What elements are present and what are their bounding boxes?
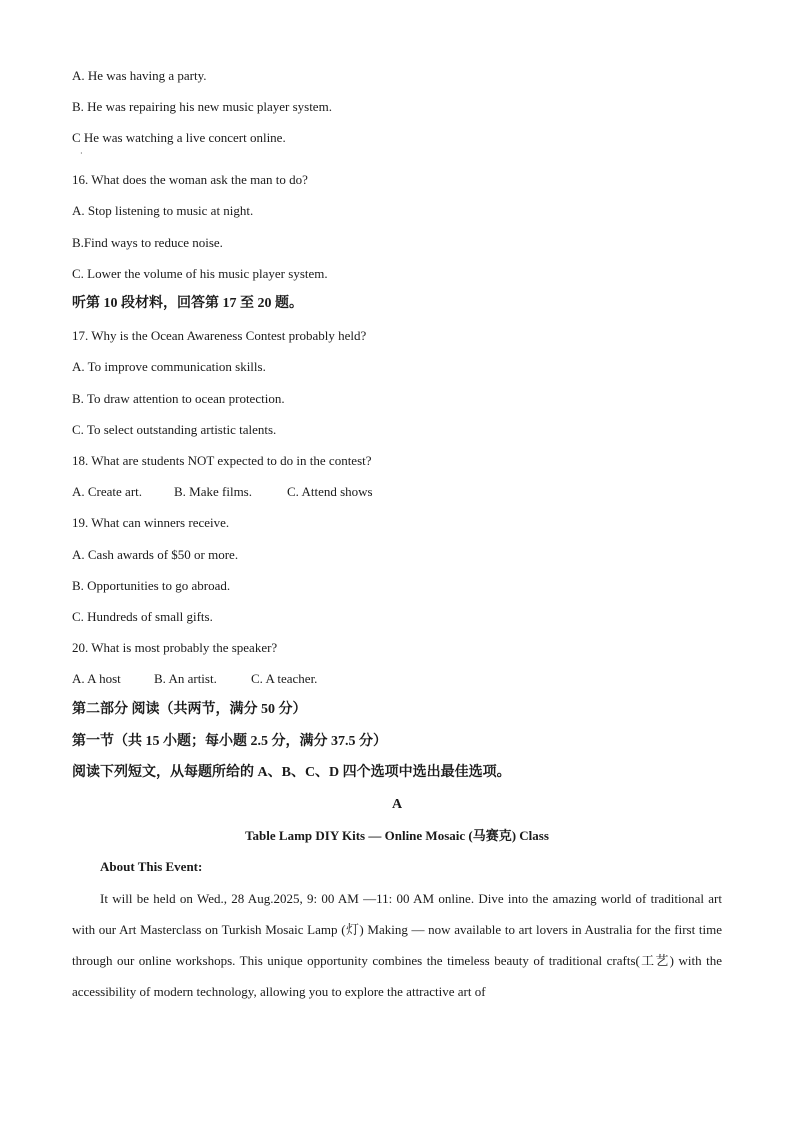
q18-option-b: B. Make films.	[174, 484, 252, 499]
q18-question: 18. What are students NOT expected to do in the contest?	[72, 453, 372, 468]
q17-question: 17. Why is the Ocean Awareness Contest probably held?	[72, 328, 367, 343]
passage-paragraph: It will be held on Wed., 28 Aug.2025, 9: 00 AM —11: 00 AM online. Dive into the amazing world of traditional art with our Art Masterclass on Turkish Mosaic Lamp (灯) Making — now available to art lovers in Australia for the first time through our online workshops. This unique opportunity combines the timeless beauty of traditional crafts(工艺) with the accessibility of modern technology, allowing you to explore the attractive art of	[72, 891, 722, 999]
q15-option-b: B. He was repairing his new music player system.	[72, 99, 332, 114]
q16-question: 16. What does the woman ask the man to do?	[72, 172, 308, 187]
q16-option-c: C. Lower the volume of his music player system.	[72, 266, 328, 281]
passage-letter: A	[391, 797, 403, 812]
q17-option-c: C. To select outstanding artistic talents.	[72, 422, 277, 437]
q19-option-a: A. Cash awards of $50 or more.	[72, 547, 239, 562]
q16-option-b: B.Find ways to reduce noise.	[72, 235, 223, 250]
stray-dot: ·	[80, 149, 83, 158]
q15-option-c: C He was watching a live concert online.	[72, 130, 286, 145]
q17-option-a: A. To improve communication skills.	[72, 359, 266, 374]
section1-heading: 第一节（共 15 小题；每小题 2.5 分，满分 37.5 分）	[72, 734, 387, 749]
q17-option-b: B. To draw attention to ocean protection.	[72, 391, 285, 406]
passage-body	[72, 883, 722, 1007]
q16-option-a: A. Stop listening to music at night.	[72, 203, 254, 218]
part2-heading: 第二部分 阅读（共两节，满分 50 分）	[72, 702, 307, 717]
q15-option-a: A. He was having a party.	[72, 68, 207, 83]
q20-option-c: C. A teacher.	[251, 671, 318, 686]
q18-options	[72, 484, 373, 500]
q20-options	[72, 671, 317, 687]
section10-heading: 听第 10 段材料，回答第 17 至 20 题。	[72, 296, 303, 311]
q18-option-a: A. Create art.	[72, 484, 143, 499]
reading-instructions: 阅读下列短文，从每题所给的 A、B、C、D 四个选项中选出最佳选项。	[72, 765, 511, 780]
q20-question: 20. What is most probably the speaker?	[72, 640, 278, 655]
q19-option-b: B. Opportunities to go abroad.	[72, 578, 231, 593]
q19-option-c: C. Hundreds of small gifts.	[72, 609, 213, 624]
q18-option-c: C. Attend shows	[287, 484, 373, 499]
passage-subheading: About This Event:	[100, 859, 203, 874]
q20-option-b: B. An artist.	[154, 671, 217, 686]
passage-title: Table Lamp DIY Kits — Online Mosaic (马赛克) Class	[245, 828, 549, 843]
q20-option-a: A. A host	[72, 671, 121, 686]
q19-question: 19. What can winners receive.	[72, 515, 230, 530]
